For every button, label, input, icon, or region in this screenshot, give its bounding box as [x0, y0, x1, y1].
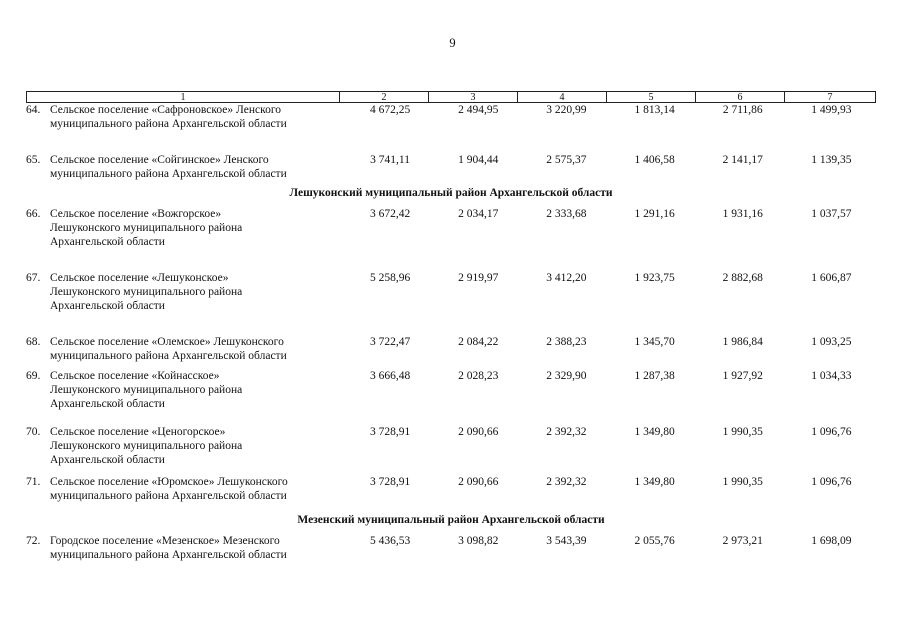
row-name-line: Сельское поселение «Сафроновское» Ленского: [50, 104, 282, 116]
value-col-5: 1 923,75: [634, 272, 675, 284]
row-name-line: Лешуконского муниципального района: [50, 222, 243, 234]
row-name-line: Лешуконского муниципального района: [50, 440, 243, 452]
value-col-2: 3 728,91: [369, 476, 411, 488]
value-col-7: 1 606,87: [811, 272, 852, 284]
row-name: [50, 534, 346, 562]
row-name-line: Сельское поселение «Сойгинское» Ленского: [50, 154, 269, 166]
row-name-cell: [26, 475, 346, 503]
row-name-cell: [26, 271, 346, 313]
row-number: 65.: [26, 154, 41, 166]
table-row: [26, 475, 876, 503]
value-col-5: 1 287,38: [634, 370, 675, 382]
value-col-3: 2 090,66: [458, 426, 499, 438]
header-col-4: 4: [518, 92, 607, 102]
value-col-3: 2 919,97: [458, 272, 499, 284]
value-col-7: 1 139,35: [811, 154, 852, 166]
row-name: [50, 103, 346, 131]
row-number: 67.: [26, 272, 41, 284]
value-col-5: 1 349,80: [634, 476, 675, 488]
value-col-7: 1 034,33: [811, 370, 852, 382]
value-col-3: 3 098,82: [458, 535, 499, 547]
value-col-4: 3 412,20: [546, 272, 587, 284]
row-name: [50, 425, 346, 467]
value-col-6: 2 141,17: [722, 154, 763, 166]
row-number: 71.: [26, 476, 41, 488]
table-row: [26, 369, 876, 411]
value-col-4: 2 329,90: [546, 370, 587, 382]
value-col-2: 3 666,48: [369, 370, 411, 382]
row-name-line: Архангельской области: [50, 398, 165, 410]
row-name: [50, 335, 346, 363]
header-col-2: 2: [340, 92, 429, 102]
row-name-line: Сельское поселение «Койнасское»: [50, 370, 220, 382]
value-col-3: 2 090,66: [458, 476, 499, 488]
value-col-4: 2 575,37: [546, 154, 587, 166]
value-col-5: 1 345,70: [634, 336, 675, 348]
table-body: [26, 103, 876, 562]
row-number: 66.: [26, 208, 41, 220]
row-name-line: Сельское поселение «Юромское» Лешуконского: [50, 476, 288, 488]
row-name: [50, 475, 346, 503]
value-col-6: 1 986,84: [722, 336, 763, 348]
value-col-3: 2 028,23: [458, 370, 499, 382]
row-number: 72.: [26, 535, 41, 547]
row-name-line: Лешуконского муниципального района: [50, 286, 243, 298]
value-col-6: 2 882,68: [722, 272, 763, 284]
table-row: [26, 207, 876, 249]
value-col-2: 3 728,91: [369, 426, 411, 438]
value-col-2: 5 258,96: [369, 272, 411, 284]
table-row: [26, 271, 876, 313]
value-col-2: 3 722,47: [369, 336, 411, 348]
value-col-4: 3 220,99: [546, 104, 587, 116]
row-name-line: муниципального района Архангельской области: [50, 490, 287, 502]
row-name-line: Архангельской области: [50, 454, 165, 466]
page-number: 9: [449, 36, 456, 50]
row-name-line: Лешуконского муниципального района: [50, 384, 243, 396]
value-col-4: 2 333,68: [546, 208, 587, 220]
value-col-3: 2 034,17: [458, 208, 499, 220]
value-col-5: 1 291,16: [634, 208, 675, 220]
value-col-2: 5 436,53: [369, 535, 411, 547]
row-name-line: Архангельской области: [50, 300, 165, 312]
value-col-6: 1 990,35: [722, 476, 763, 488]
table-row: [26, 153, 876, 181]
table-row: [26, 425, 876, 467]
header-col-6: 6: [696, 92, 785, 102]
section-heading: Мезенский муниципальный район Архангельской области: [297, 514, 605, 526]
value-col-4: 2 388,23: [546, 336, 587, 348]
value-col-4: 2 392,32: [546, 476, 587, 488]
value-col-3: 2 494,95: [458, 104, 499, 116]
value-col-6: 2 973,21: [722, 535, 763, 547]
value-col-6: 1 927,92: [722, 370, 763, 382]
section-heading: Лешуконский муниципальный район Архангельской области: [289, 187, 613, 199]
row-name-line: Сельское поселение «Ценогорское»: [50, 426, 226, 438]
row-name-line: муниципального района Архангельской области: [50, 118, 287, 130]
row-name: [50, 369, 346, 411]
row-number: 70.: [26, 426, 41, 438]
value-col-2: 3 741,11: [370, 154, 410, 166]
row-name-cell: [26, 103, 346, 131]
row-number: 69.: [26, 370, 41, 382]
table-row: [26, 103, 876, 131]
row-name-line: Городское поселение «Мезенское» Мезенского: [50, 535, 280, 547]
row-name-line: муниципального района Архангельской области: [50, 549, 287, 561]
row-name-cell: [26, 425, 346, 467]
row-name-cell: [26, 369, 346, 411]
table-row: [26, 335, 876, 363]
value-col-6: 1 990,35: [722, 426, 763, 438]
value-col-7: 1 096,76: [811, 476, 852, 488]
value-col-5: 2 055,76: [634, 535, 675, 547]
value-col-5: 1 349,80: [634, 426, 675, 438]
row-name: [50, 207, 346, 249]
row-name-cell: [26, 534, 346, 562]
header-col-1: 1: [27, 92, 340, 102]
value-col-5: 1 813,14: [634, 104, 675, 116]
row-name-cell: [26, 335, 346, 363]
value-col-7: 1 096,76: [811, 426, 852, 438]
header-col-7: 7: [827, 92, 833, 103]
row-name-line: муниципального района Архангельской области: [50, 168, 287, 180]
value-col-4: 2 392,32: [546, 426, 587, 438]
row-name: [50, 153, 346, 181]
row-name-cell: [26, 153, 346, 181]
row-number: 68.: [26, 336, 41, 348]
value-col-7: 1 698,09: [811, 535, 852, 547]
header-col-5: 5: [607, 92, 696, 102]
table-header-row: [26, 91, 876, 103]
row-name-line: Сельское поселение «Олемское» Лешуконского: [50, 336, 284, 348]
value-col-5: 1 406,58: [634, 154, 675, 166]
value-col-3: 1 904,44: [458, 154, 499, 166]
table-row: [26, 534, 876, 562]
data-table: [26, 91, 876, 562]
row-name-line: муниципального района Архангельской области: [50, 350, 287, 362]
value-col-6: 2 711,86: [722, 104, 763, 116]
row-name-cell: [26, 207, 346, 249]
row-name-line: Сельское поселение «Вожгорское»: [50, 208, 222, 220]
value-col-6: 1 931,16: [722, 208, 763, 220]
value-col-4: 3 543,39: [546, 535, 587, 547]
value-col-7: 1 499,93: [811, 104, 852, 116]
value-col-2: 4 672,25: [369, 104, 411, 116]
value-col-3: 2 084,22: [458, 336, 499, 348]
value-col-7: 1 037,57: [811, 208, 852, 220]
header-col-3: 3: [429, 92, 518, 102]
row-name: [50, 271, 346, 313]
row-number: 64.: [26, 104, 41, 116]
value-col-7: 1 093,25: [811, 336, 852, 348]
value-col-2: 3 672,42: [369, 208, 411, 220]
row-name-line: Архангельской области: [50, 236, 165, 248]
row-name-line: Сельское поселение «Лешуконское»: [50, 272, 229, 284]
